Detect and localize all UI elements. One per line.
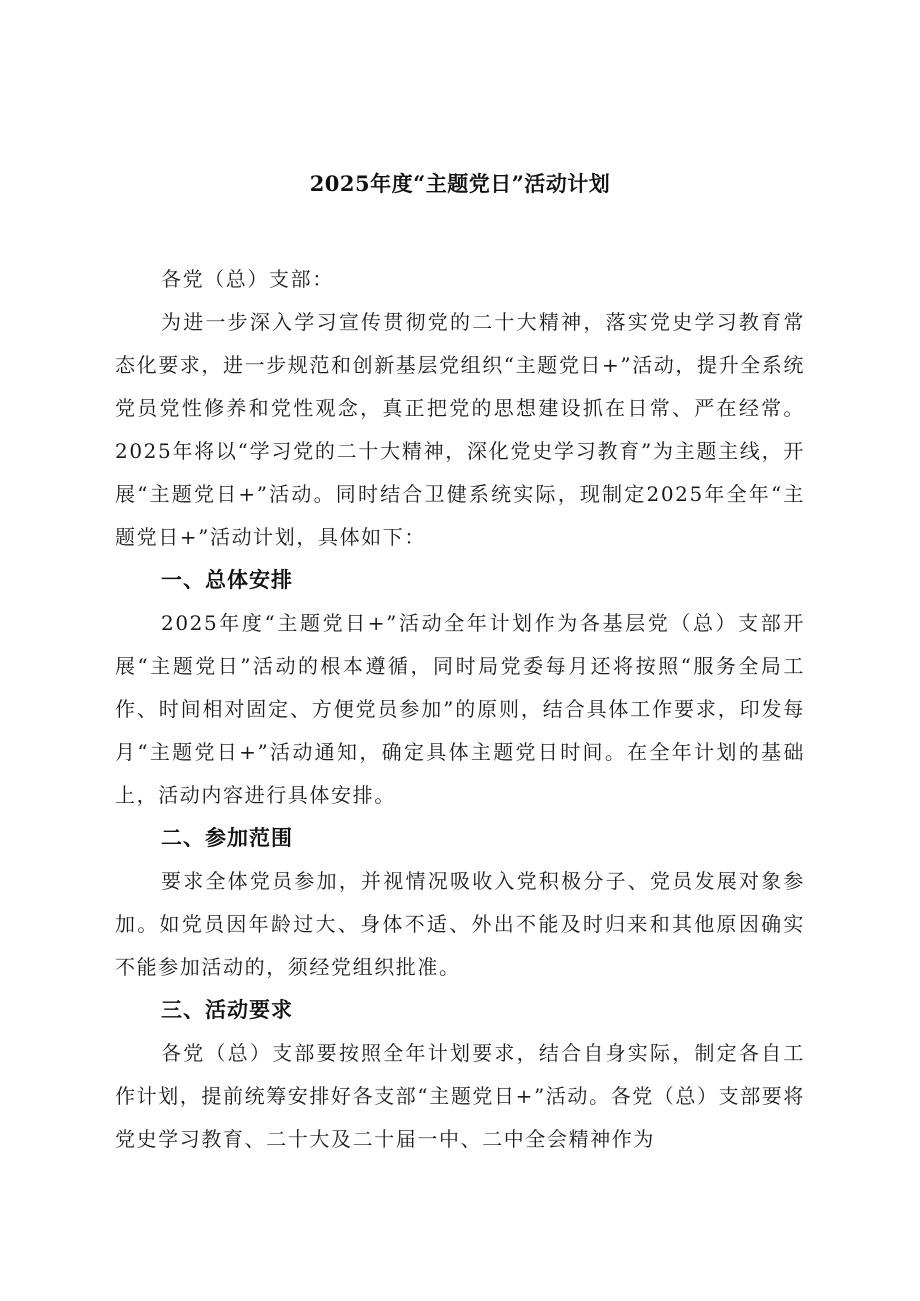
section-heading-activity-requirements: 三、活动要求: [161, 998, 293, 1022]
section-heading-participation-scope: 二、参加范围: [161, 826, 293, 850]
document-title: 2025年度“主题党日”活动计划: [309, 171, 611, 196]
section-text-activity-requirements: 各党（总）支部要按照全年计划要求，结合自身实际，制定各自工作计划，提前统筹安排好各支部“主题党日+”活动。各党（总）支部要将党史学习教育、二十大及二十届一中、二中全会精神作为: [115, 1041, 806, 1151]
section-text-participation-scope: 要求全体党员参加，并视情况吸收入党积极分子、党员发展对象参加。如党员因年龄过大、身体不适、外出不能及时归来和其他原因确实不能参加活动的，须经党组织批准。: [115, 869, 805, 979]
section-heading-overall-arrangement: 一、总体安排: [161, 568, 293, 592]
section-text-overall-arrangement: 2025年度“主题党日+”活动全年计划作为各基层党（总）支部开展“主题党日”活动的根本遵循，同时局党委每月还将按照“服务全局工作、时间相对固定、方便党员参加”的原则，结合具体工作要求，印发每月“主题党日+”活动通知，确定具体主题党日时间。在全年计划的基础上，活动内容进行具体安排。: [115, 611, 805, 807]
document-body: [115, 258, 805, 1161]
intro-paragraph: 为进一步深入学习宣传贯彻党的二十大精神，落实党史学习教育常态化要求，进一步规范和创新基层党组织“主题党日+”活动，提升全系统党员党性修养和党性观念，真正把党的思想建设抓在日常、严在经常。2025年将以“学习党的二十大精神，深化党史学习教育”为主题主线，开展“主题党日+”活动。同时结合卫健系统实际，现制定2025年全年“主题党日+”活动计划，具体如下：: [115, 310, 806, 549]
salutation: 各党（总）支部：: [161, 267, 334, 291]
